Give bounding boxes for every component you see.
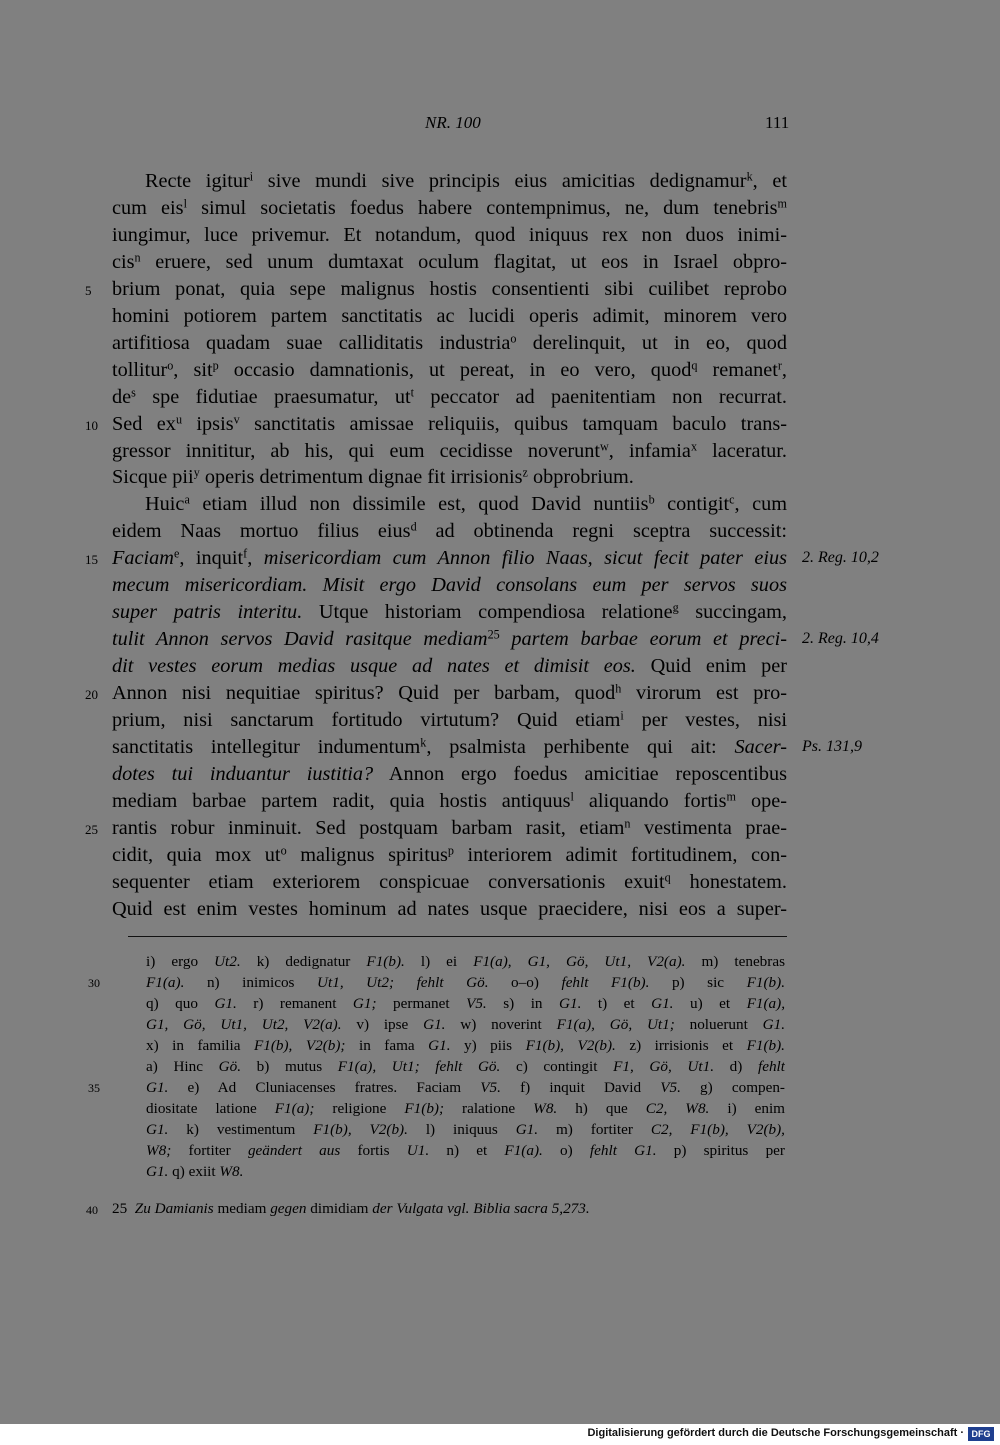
body-line: sequenter etiam exteriorem conspicuae conversationis exuit$^q$ honestatem. — [112, 870, 787, 893]
body-line: prium, nisi sanctarum fortitudo virtutum? Quid etiam$^i$ per vestes, nisi — [112, 708, 787, 731]
running-head: NR. 100 — [425, 113, 481, 132]
margin-reference: Ps. 131,9 — [802, 737, 862, 755]
body-line: iungimur, luce privemur. Et notandum, quod iniquus rex non duos inimi- — [112, 223, 787, 246]
body-line: gressor innititur, ab his, qui eum cecidisse noverunt$^w$, infamia$^x$ laceratur. — [112, 438, 787, 462]
body-line: tollitur$^o$, sit$^p$ occasio damnationis, ut pereat, in eo vero, quod$^q$ remanet$^r$, — [112, 357, 787, 381]
body-line: tulit Annon servos David rasitque mediam$^{25}$ partem barbae eorum et preci- — [112, 627, 787, 651]
dfg-logo: DFG — [968, 1427, 994, 1441]
line-number: 10 — [85, 417, 98, 433]
apparatus-line: F1(a). n) inimicos Ut1, Ut2; fehlt Gö. o–o) fehlt F1(b). p) sic F1(b). — [146, 974, 785, 991]
apparatus-divider — [112, 936, 787, 937]
body-line: mediam barbae partem radit, quia hostis antiquus$^l$ aliquando fortis$^m$ ope- — [112, 789, 787, 812]
apparatus-line: G1. e) Ad Cluniacenses fratres. Faciam V5. f) inquit David V5. g) compen- — [146, 1079, 785, 1096]
body-line: cis$^n$ eruere, sed unum dumtaxat oculum flagitat, ut eos in Israel obpro- — [112, 250, 787, 273]
digitization-footer — [0, 1424, 1000, 1445]
line-number: 15 — [85, 552, 98, 568]
line-number: 35 — [88, 1081, 100, 1095]
apparatus-line: G1. k) vestimentum F1(b), V2(b). l) iniquus G1. m) fortiter C2, F1(b), V2(b), — [146, 1121, 785, 1138]
body-line: Recte igitur$^i$ sive mundi sive principis eius amicitias dedignamur$^k$, et — [145, 169, 787, 192]
body-line: mecum misericordiam. Misit ergo David consolans eum per servos suos — [112, 574, 787, 597]
body-line: Huic$^a$ etiam illud non dissimile est, quod David nuntiis$^b$ contigit$^c$, cum — [145, 492, 787, 516]
body-line: rantis robur inminuit. Sed postquam barbam rasit, etiam$^n$ vestimenta prae- — [112, 816, 787, 839]
footnote-25: 25 Zu Damianis mediam gegen dimidiam der Vulgata vgl. Biblia sacra 5,273. — [112, 1200, 590, 1217]
line-number: 25 — [85, 821, 98, 837]
body-line: dit vestes eorum medias usque ad nates et dimisit eos. Quid enim per — [112, 655, 787, 678]
page-number: 111 — [765, 113, 790, 132]
body-line: brium ponat, quia sepe malignus hostis consentienti sibi cuilibet reprobo — [112, 277, 787, 300]
body-line: Sed $ex^u$ ipsis$^v$ sanctitatis amissae reliquiis, quibus tamquam baculo trans- — [112, 411, 787, 435]
body-line: dotes tui induantur iustitia? Annon ergo foedus amicitiae reposcentibus — [112, 762, 787, 785]
apparatus-line: G1, Gö, Ut1, Ut2, V2(a). v) ipse G1. w) noverint F1(a), Gö, Ut1; noluerunt G1. — [146, 1016, 785, 1033]
line-number: 40 — [86, 1203, 98, 1217]
apparatus-line: i) ergo Ut2. k) dedignatur F1(b). l) ei F1(a), G1, Gö, Ut1, V2(a). m) tenebras — [146, 953, 785, 970]
apparatus-line: x) in familia F1(b), V2(b); in fama G1. y) piis F1(b), V2(b). z) irrisionis et F1(b). — [146, 1037, 785, 1054]
line-number: 30 — [88, 976, 100, 990]
body-line: Faciam$^e$, inquit$^f$, misericordiam cum Annon filio Naas, sicut fecit pater eius — [112, 546, 787, 570]
body-line: $de^s$ spe fidutiae praesumatur, $ut^t$ peccator ad paenitentiam non recurrat. — [112, 384, 787, 408]
dfg-credit-text: Digitalisierung gefördert durch die Deutsche Forschungsgemeinschaft · — [587, 1427, 964, 1439]
body-line: cum eis$^l$ simul societatis foedus habere contempnimus, ne, dum tenebris$^m$ — [112, 196, 787, 219]
apparatus-line: G1. q) exiit W8. — [146, 1163, 244, 1180]
body-line: homini potiorem partem sanctitatis ac lucidi operis adimit, minorem vero — [112, 304, 787, 327]
body-line: eidem Naas mortuo filius eius$^d$ ad obtinenda regni sceptra successit: — [112, 519, 787, 543]
apparatus-divider-gap — [112, 936, 128, 937]
body-line: Quid est enim vestes hominum ad nates usque praecidere, nisi eos a super- — [112, 897, 787, 920]
margin-reference: 2. Reg. 10,2 — [802, 549, 879, 567]
body-line: sanctitatis intellegitur indumentum$^k$, psalmista perhibente qui ait: Sacer- — [112, 735, 787, 758]
body-line: cidit, quia mox $ut^o$ malignus spiritus$^p$ interiorem adimit fortitudinem, con- — [112, 843, 787, 866]
line-number: 20 — [85, 687, 98, 703]
body-line: Annon nisi nequitiae spiritus? Quid per barbam, quod$^h$ virorum est pro- — [112, 681, 787, 705]
apparatus-line: diositate latione F1(a); religione F1(b); ralatione W8. h) que C2, W8. i) enim — [146, 1100, 785, 1117]
body-line: super patris interitu. Utque historiam compendiosa relatione$^g$ succingam, — [112, 600, 787, 624]
apparatus-line: a) Hinc Gö. b) mutus F1(a), Ut1; fehlt Gö. c) contingit F1, Gö, Ut1. d) fehlt — [146, 1058, 785, 1075]
apparatus-line: q) quo G1. r) remanent G1; permanet V5. s) in G1. t) et G1. u) et F1(a), — [146, 995, 785, 1012]
body-line: Sicque pii$^y$ operis detrimentum dignae fit irrisionis$^z$ obprobrium. — [112, 465, 634, 489]
body-line: artifitiosa quadam suae calliditatis industria$^o$ derelinquit, ut in eo, quod — [112, 331, 787, 354]
margin-reference: 2. Reg. 10,4 — [802, 630, 879, 648]
line-number: 5 — [85, 282, 92, 298]
apparatus-line: W8; fortiter geändert aus fortis U1. n) et F1(a). o) fehlt G1. p) spiritus per — [146, 1142, 785, 1159]
